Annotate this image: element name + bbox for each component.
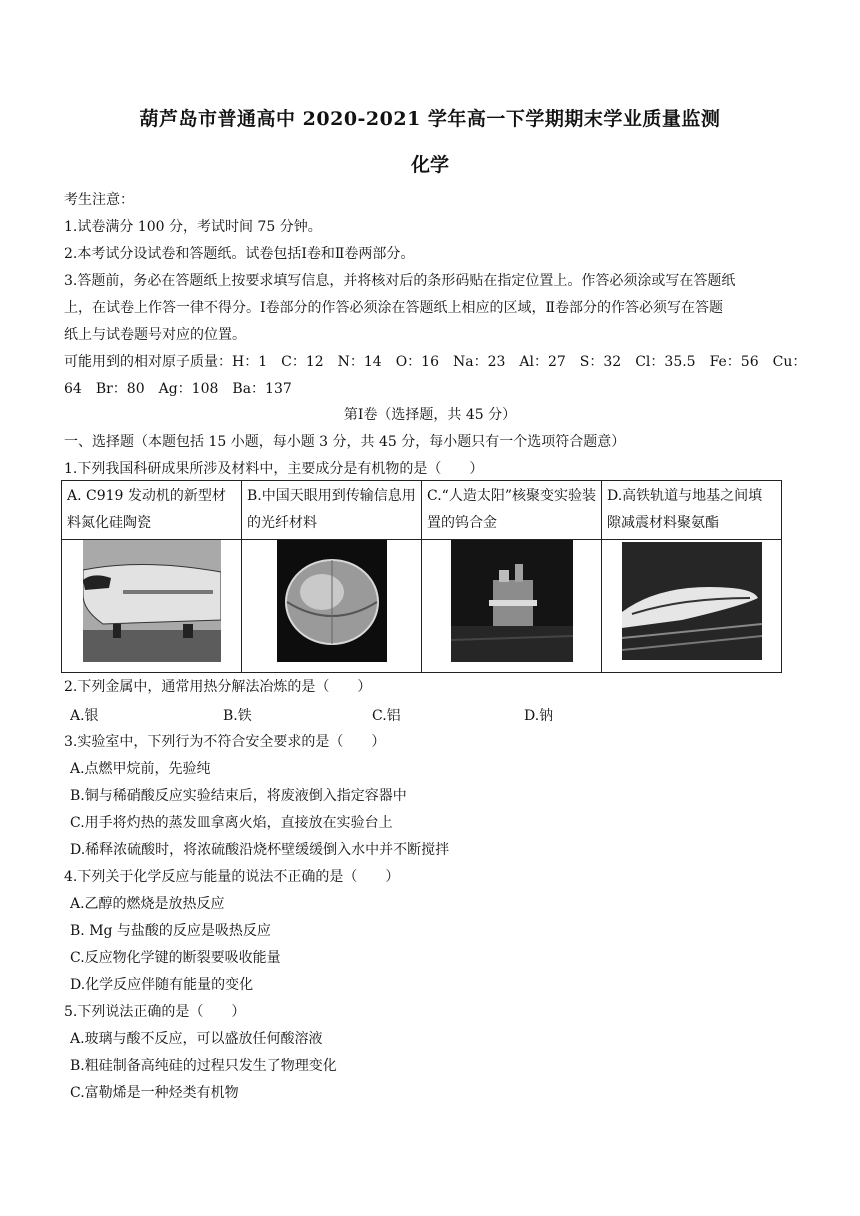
- option-c: C.铝: [372, 708, 401, 724]
- page-title: 葫芦岛市普通高中 2020-2021 学年高一下学期期末学业质量监测: [139, 108, 721, 130]
- option-a: A.玻璃与酸不反应，可以盛放任何酸溶液: [70, 1031, 323, 1047]
- question-3-stem: 3.实验室中，下列行为不符合安全要求的是（ ）: [64, 734, 386, 750]
- option-a: A.乙醇的燃烧是放热反应: [70, 896, 225, 912]
- option-a-text: A. C919 发动机的新型材料氮化硅陶瓷: [62, 481, 242, 540]
- notice-item: 上，在试卷上作答一律不得分。Ⅰ卷部分的作答必须涂在答题纸上相应的区域，Ⅱ卷部分的作答必须写在答题: [64, 300, 724, 316]
- telescope-photo: [277, 540, 387, 662]
- option-b: B. Mg 与盐酸的反应是吸热反应: [70, 923, 271, 939]
- notice-item: 1.试卷满分 100 分，考试时间 75 分钟。: [64, 219, 322, 235]
- question-4-stem: 4.下列关于化学反应与能量的说法不正确的是（ ）: [64, 869, 400, 885]
- question-1-stem: 1.下列我国科研成果所涉及材料中，主要成分是有机物的是（ ）: [64, 461, 484, 477]
- option-a: A.银: [70, 708, 99, 724]
- atomic-masses-line: 64 Br：80 Ag：108 Ba：137: [64, 381, 292, 397]
- high-speed-train-photo: [622, 542, 762, 660]
- option-c: C.反应物化学键的断裂要吸收能量: [70, 950, 281, 966]
- question-5-stem: 5.下列说法正确的是（ ）: [64, 1004, 246, 1020]
- question-2-stem: 2.下列金属中，通常用热分解法冶炼的是（ ）: [64, 679, 372, 695]
- fusion-device-photo: [451, 540, 573, 662]
- notice-item: 2.本考试分设试卷和答题纸。试卷包括Ⅰ卷和Ⅱ卷两部分。: [64, 246, 415, 262]
- option-c: C.用手将灼热的蒸发皿拿离火焰，直接放在实验台上: [70, 815, 393, 831]
- option-d: D.化学反应伴随有能量的变化: [70, 977, 254, 993]
- option-b: B.铜与稀硝酸反应实验结束后，将废液倒入指定容器中: [70, 788, 407, 804]
- option-b-text: B.中国天眼用到传输信息用的光纤材料: [242, 481, 422, 540]
- airplane-photo: [83, 540, 221, 662]
- option-b: B.铁: [223, 708, 252, 724]
- question-1-options-table: [61, 480, 782, 673]
- option-d-text: D.高铁轨道与地基之间填隙减震材料聚氨酯: [602, 481, 782, 540]
- option-d: D.稀释浓硫酸时，将浓硫酸沿烧杯壁缓缓倒入水中并不断搅拌: [70, 842, 450, 858]
- section-heading: 一、选择题（本题包括 15 小题，每小题 3 分，共 45 分，每小题只有一个选项符合题意）: [64, 434, 626, 450]
- notice-heading: 考生注意：: [64, 192, 134, 208]
- option-c-text: C.“人造太阳”核聚变实验装置的钨合金: [422, 481, 602, 540]
- notice-item: 纸上与试卷题号对应的位置。: [64, 327, 246, 343]
- option-a: A.点燃甲烷前，先验纯: [70, 761, 211, 777]
- option-c: C.富勒烯是一种烃类有机物: [70, 1085, 239, 1101]
- part1-heading: 第Ⅰ卷（选择题，共 45 分）: [343, 407, 517, 423]
- option-d: D.钠: [524, 708, 554, 724]
- option-b: B.粗硅制备高纯硅的过程只发生了物理变化: [70, 1058, 337, 1074]
- question-2-options: [70, 705, 790, 725]
- atomic-masses-line: 可能用到的相对原子质量：H：1 C：12 N：14 O：16 Na：23 Al：27 S：32 Cl：35.5 Fe：56 Cu：: [64, 354, 807, 370]
- notice-item: 3.答题前，务必在答题纸上按要求填写信息，并将核对后的条形码贴在指定位置上。作答必须涂或写在答题纸: [64, 273, 736, 289]
- subject-title: 化学: [410, 154, 449, 176]
